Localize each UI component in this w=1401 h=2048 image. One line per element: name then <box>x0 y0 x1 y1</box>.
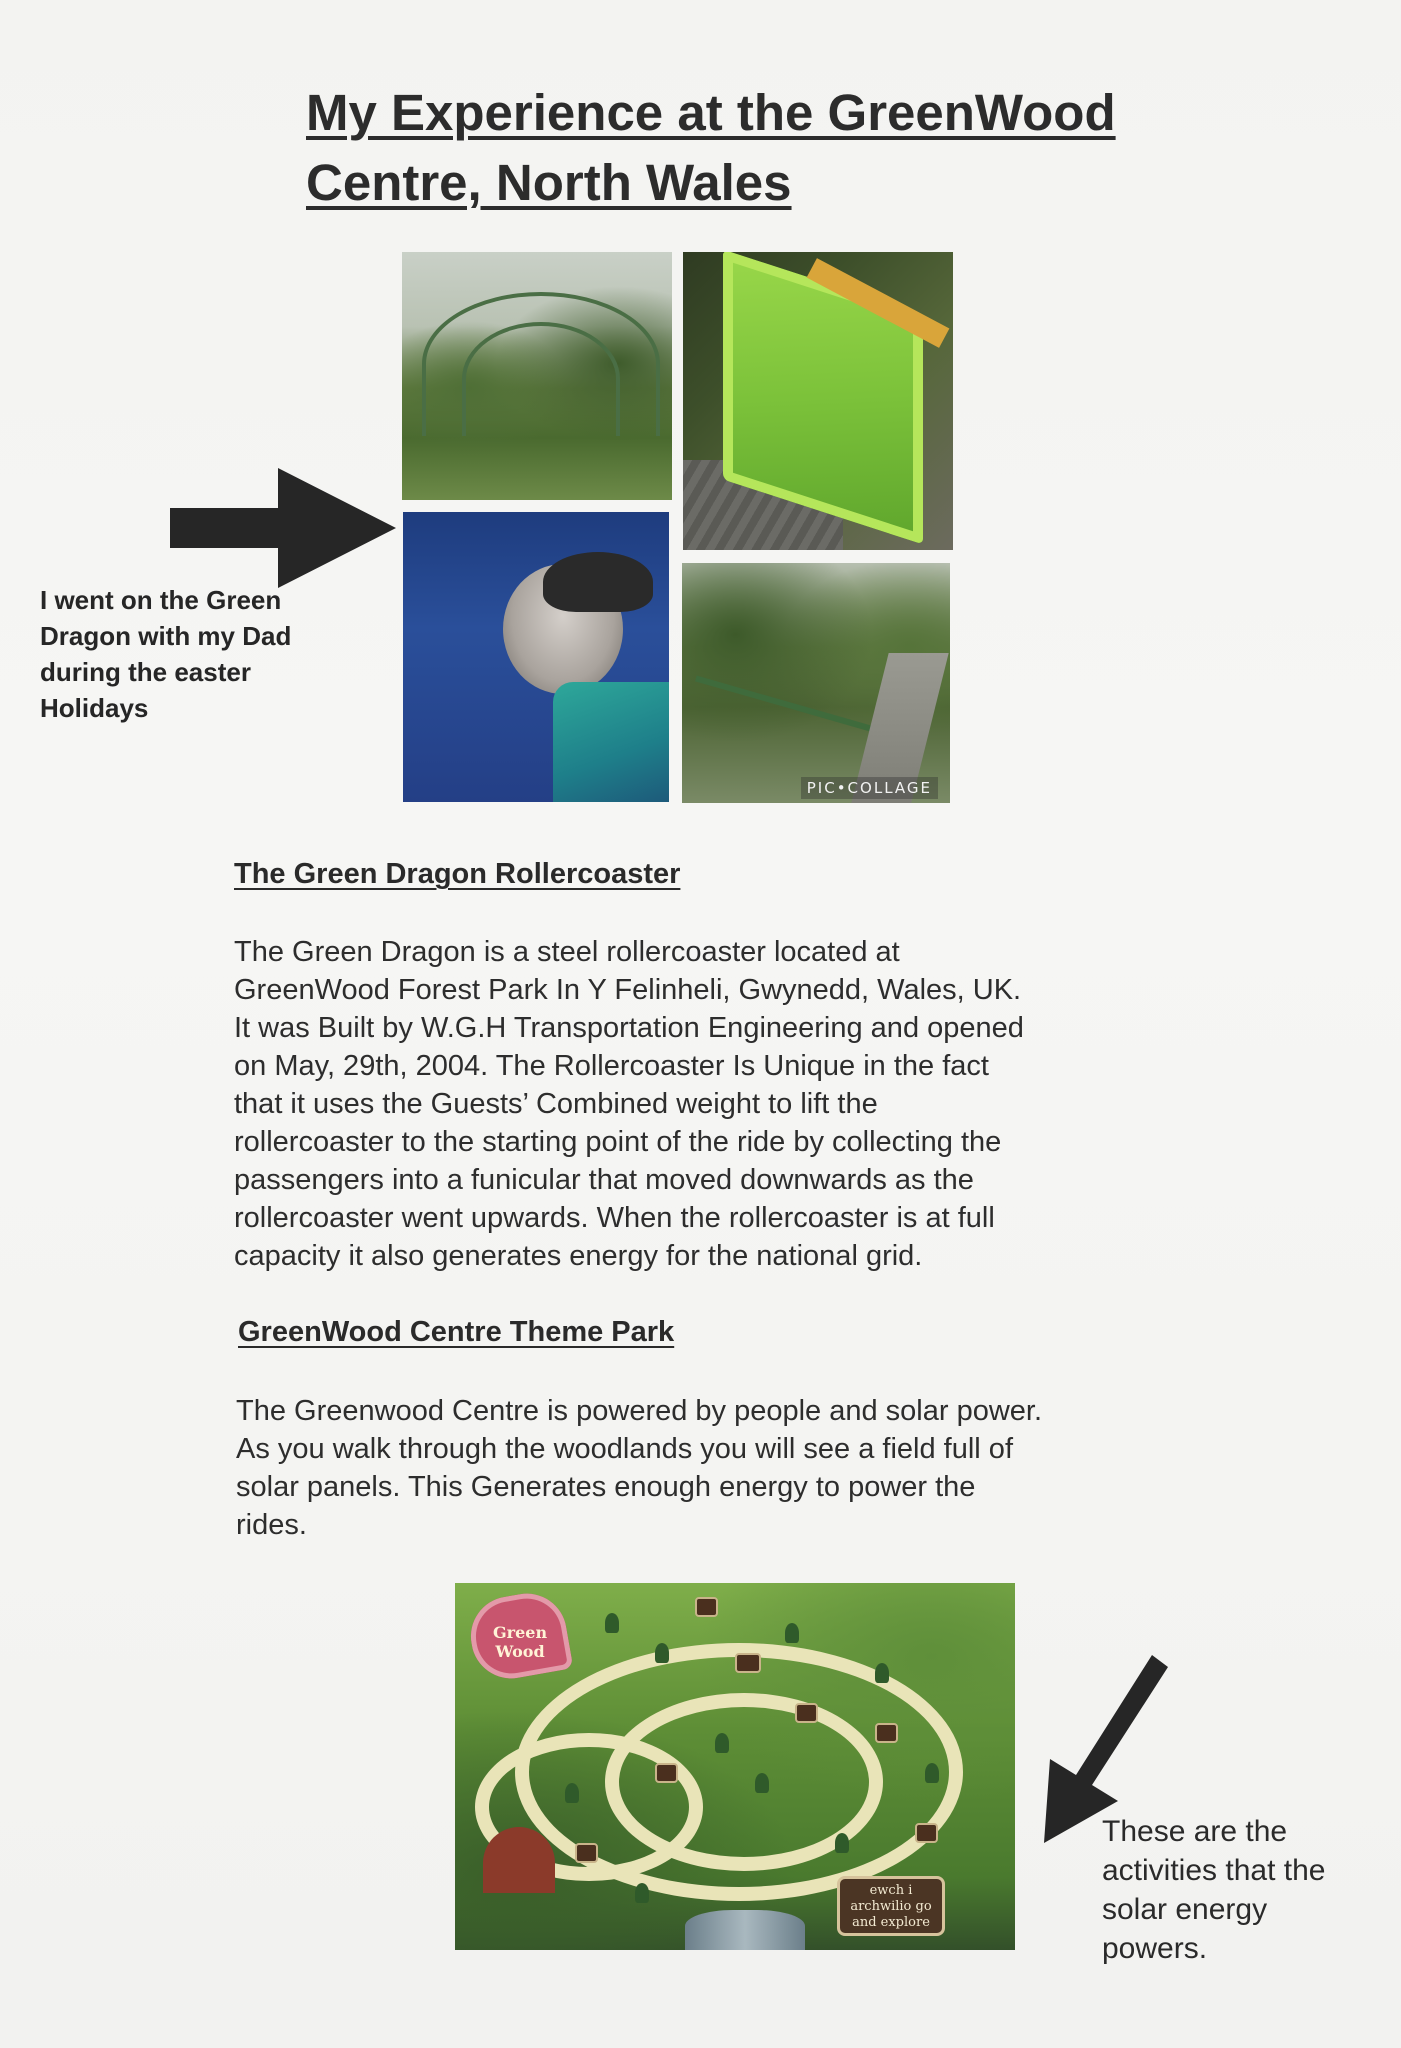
map-logo <box>465 1587 574 1684</box>
section-body-theme-park: The Greenwood Centre is powered by people and solar power. As you walk through the woodlands you will see a field full of solar panels. This Generates enough energy to power the rides. <box>236 1395 1043 1541</box>
map-explore-sign: ewch i archwilio go and explore <box>837 1876 945 1936</box>
collage-watermark: PIC•COLLAGE <box>801 777 938 799</box>
page-title-line-1: My Experience at the GreenWood <box>306 84 1116 141</box>
section-heading-green-dragon: The Green Dragon Rollercoaster <box>234 858 681 890</box>
page-title <box>306 78 1256 218</box>
side-caption: I went on the Green Dragon with my Dad during the easter Holidays <box>40 585 292 723</box>
rollercoaster-car-photo <box>683 252 953 550</box>
woodland-path-photo <box>682 563 950 803</box>
arrow-right-icon <box>170 468 400 588</box>
rider-photo <box>403 512 669 802</box>
park-map-image <box>455 1583 1015 1950</box>
bottom-caption: These are the activities that the solar energy powers. <box>1102 1815 1326 1965</box>
map-barn <box>483 1827 555 1893</box>
map-river <box>685 1910 805 1950</box>
section-heading-theme-park: GreenWood Centre Theme Park <box>238 1316 675 1348</box>
map-logo-text: Green Wood <box>492 1622 548 1661</box>
section-body-green-dragon: The Green Dragon is a steel rollercoaster located at GreenWood Forest Park In Y Felinheli, Gwynedd, Wales, UK. It was Built by W.G.H Transportation Engineering and opened on May, 29th, 2004. The Rollercoaster Is Unique in the fact that it uses the Guests’ Combined weight to lift the rollercoaster to the starting point of the ride by collecting the passengers into a funicular that moved downwards as the rollercoaster went upwards. When the rollercoaster is at full capacity it also generates energy for the national grid. <box>234 936 1024 1272</box>
rollercoaster-track-photo <box>402 252 672 500</box>
page-title-line-2: Centre, North Wales <box>306 154 792 211</box>
